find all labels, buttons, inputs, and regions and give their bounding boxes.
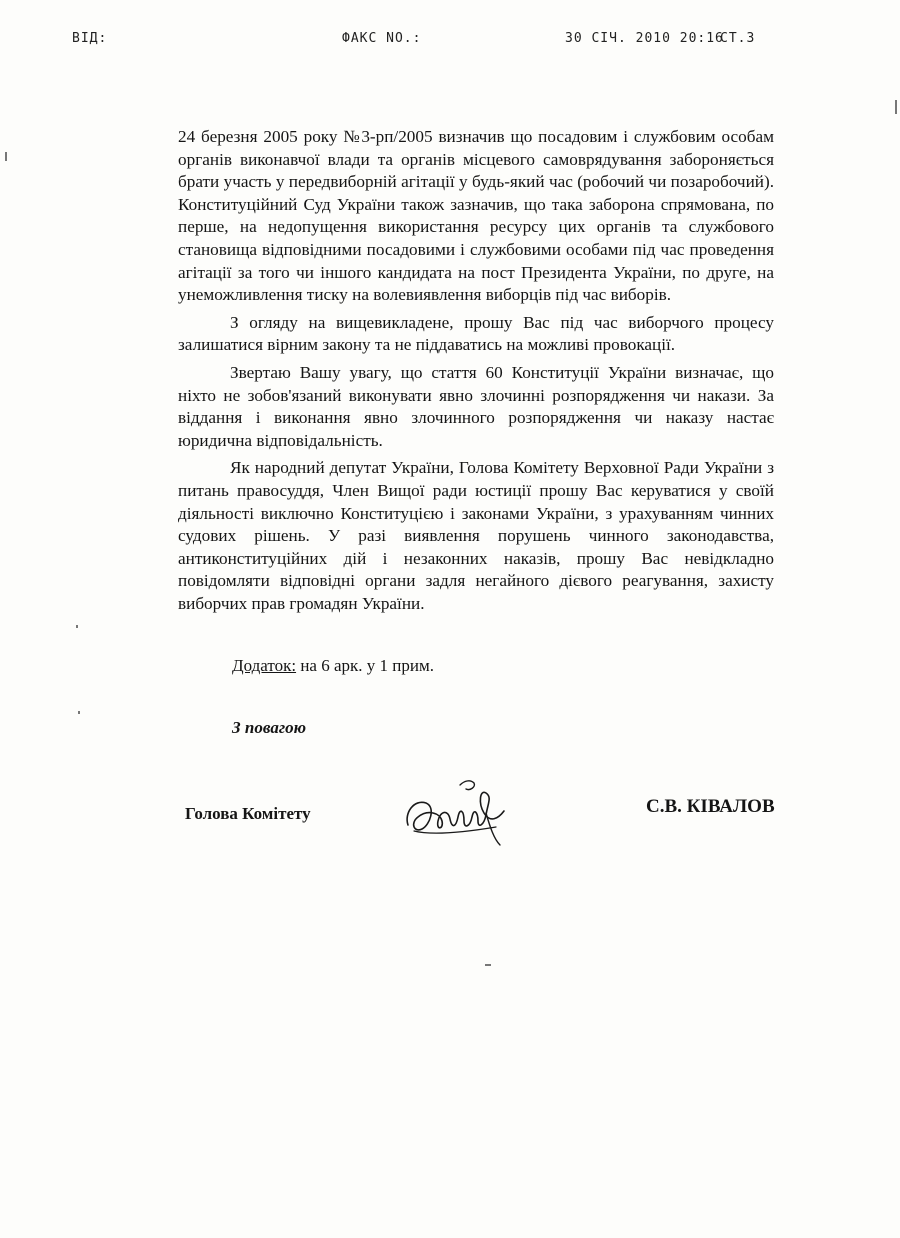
paragraph-court-decision: 24 березня 2005 року №3-рп/2005 визначив що посадовим і службовим особам органів виконавчої влади та органів місцевого самоврядування забороняється брати участь у передвиборній агітації у будь-який час (робочий чи позаробочий). Конституційний Суд України також зазначив, що така заборона спрямована, по перше, на недопущення використання ресурсу цих органів та службового становища відповідними посадовими і службовими особами під час проведення агітації за того чи іншого кандидата на пост Президента України, по друге, на унеможливлення тиску на волевиявлення виборців під час виборів. bbox=[178, 127, 774, 305]
fax-number-label: ФАКС NO.: bbox=[342, 31, 422, 46]
handwritten-signature bbox=[400, 773, 515, 853]
attachment-label: Додаток: bbox=[232, 656, 297, 675]
scan-speck bbox=[78, 711, 80, 714]
attachment-text: на 6 арк. у 1 прим. bbox=[300, 656, 434, 675]
fax-header bbox=[0, 31, 900, 53]
scan-speck bbox=[5, 152, 7, 161]
scan-speck bbox=[76, 625, 78, 628]
scan-speck bbox=[485, 964, 491, 966]
letter-body bbox=[178, 126, 774, 620]
paragraph-constitution-article: Звертаю Вашу увагу, що стаття 60 Конституції України визначає, що ніхто не зобов'язаний виконувати явно злочинні розпорядження чи накази. За віддання і виконання явно злочинного розпорядження чи наказу настає юридична відповідальність. bbox=[178, 362, 774, 450]
paragraph-deputy-appeal: Як народний депутат України, Голова Комітету Верховної Ради України з питань правосуддя, Член Вищої ради юстиції прошу Вас керуватися у своїй діяльності виключно Конституцією і законами України, з урахуванням чинних судових рішень. У разі виявлення порушень чинного законодавства, антиконституційних дій і незаконних наказів, прошу Вас невідкладно повідомляти відповідні органи задля негайного дієвого реагування, захисту виборчих прав громадян України. bbox=[178, 458, 774, 613]
fax-page-number: СТ.3 bbox=[720, 31, 756, 46]
signer-title: Голова Комітету bbox=[185, 804, 311, 823]
attachment-note bbox=[232, 656, 434, 676]
fax-from-label: ВІД: bbox=[72, 31, 108, 46]
closing-regards: З повагою bbox=[232, 718, 307, 737]
paragraph-request: З огляду на вищевикладене, прошу Вас під час виборчого процесу залишатися вірним закону та не піддаватись на можливі провокації. bbox=[178, 312, 774, 355]
scan-speck bbox=[895, 100, 897, 114]
signer-name: С.В. КІВАЛОВ bbox=[646, 796, 775, 817]
fax-datetime: 30 СІЧ. 2010 20:16 bbox=[565, 31, 724, 46]
